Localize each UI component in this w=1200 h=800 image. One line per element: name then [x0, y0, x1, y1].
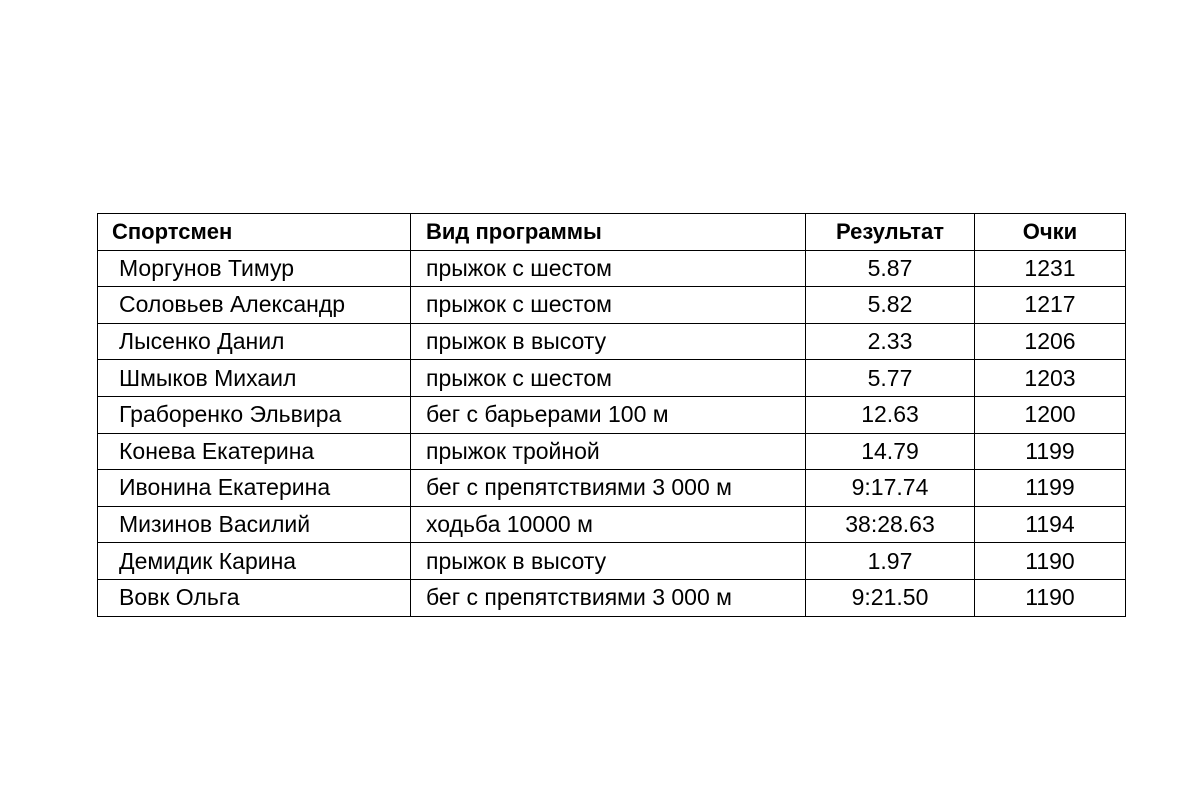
header-points: Очки — [975, 214, 1126, 251]
table-row — [98, 470, 1126, 507]
table-row — [98, 543, 1126, 580]
event-cell: прыжок с шестом — [411, 287, 806, 324]
result-cell: 5.82 — [806, 287, 975, 324]
event-cell: прыжок тройной — [411, 433, 806, 470]
points-cell: 1190 — [975, 579, 1126, 616]
table-row — [98, 323, 1126, 360]
athlete-cell: Конева Екатерина — [98, 433, 411, 470]
points-cell: 1199 — [975, 433, 1126, 470]
table-row — [98, 433, 1126, 470]
table-row — [98, 506, 1126, 543]
event-cell: бег с барьерами 100 м — [411, 396, 806, 433]
athlete-cell: Мизинов Василий — [98, 506, 411, 543]
result-cell: 38:28.63 — [806, 506, 975, 543]
result-cell: 14.79 — [806, 433, 975, 470]
athlete-cell: Ивонина Екатерина — [98, 470, 411, 507]
athlete-cell: Моргунов Тимур — [98, 250, 411, 287]
points-cell: 1190 — [975, 543, 1126, 580]
event-cell: прыжок в высоту — [411, 543, 806, 580]
points-cell: 1200 — [975, 396, 1126, 433]
athlete-cell: Демидик Карина — [98, 543, 411, 580]
event-cell: бег с препятствиями 3 000 м — [411, 579, 806, 616]
athlete-cell: Граборенко Эльвира — [98, 396, 411, 433]
event-cell: прыжок с шестом — [411, 360, 806, 397]
result-cell: 5.77 — [806, 360, 975, 397]
event-cell: ходьба 10000 м — [411, 506, 806, 543]
header-row — [98, 214, 1126, 251]
result-cell: 2.33 — [806, 323, 975, 360]
table-row — [98, 287, 1126, 324]
header-event: Вид программы — [411, 214, 806, 251]
points-cell: 1194 — [975, 506, 1126, 543]
points-cell: 1217 — [975, 287, 1126, 324]
athlete-cell: Лысенко Данил — [98, 323, 411, 360]
athlete-cell: Шмыков Михаил — [98, 360, 411, 397]
header-athlete: Спортсмен — [98, 214, 411, 251]
table-row — [98, 360, 1126, 397]
athlete-cell: Соловьев Александр — [98, 287, 411, 324]
result-cell: 5.87 — [806, 250, 975, 287]
points-cell: 1206 — [975, 323, 1126, 360]
points-cell: 1199 — [975, 470, 1126, 507]
table-row — [98, 250, 1126, 287]
result-cell: 9:17.74 — [806, 470, 975, 507]
points-cell: 1203 — [975, 360, 1126, 397]
table-row — [98, 396, 1126, 433]
header-result: Результат — [806, 214, 975, 251]
points-cell: 1231 — [975, 250, 1126, 287]
result-cell: 12.63 — [806, 396, 975, 433]
event-cell: бег с препятствиями 3 000 м — [411, 470, 806, 507]
event-cell: прыжок в высоту — [411, 323, 806, 360]
athlete-cell: Вовк Ольга — [98, 579, 411, 616]
table-row — [98, 579, 1126, 616]
results-table — [97, 213, 1126, 617]
result-cell: 9:21.50 — [806, 579, 975, 616]
event-cell: прыжок с шестом — [411, 250, 806, 287]
result-cell: 1.97 — [806, 543, 975, 580]
